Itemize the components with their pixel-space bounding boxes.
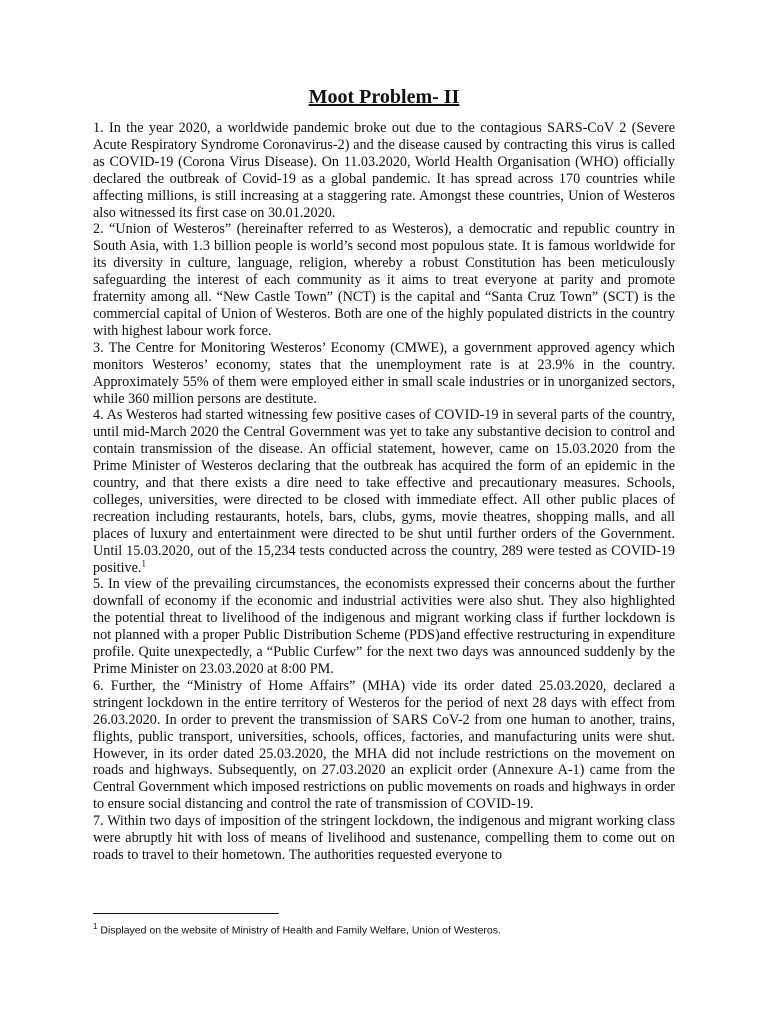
paragraph-4-text: 4. As Westeros had started witnessing few positive cases of COVID-19 in several parts of the country, until mid-March 2020 the Central Government was yet to take any substantive decision to control and contain transmission of the disease. An official statement, however, came on 15.03.2020 from the Prime Minister of Westeros declaring that the outbreak has acquired the form of an epidemic in the country, and that there exists a dire need to take effective and precautionary measures. Schools, colleges, universities, were directed to be closed with immediate effect. All other public places of recreation including restaurants, hotels, bars, clubs, gyms, movie theatres, shopping malls, and all places of luxury and entertainment were directed to be shut until further orders of the Government. Until 15.03.2020, out of the 15,234 tests conducted across the country, 289 were tested as COVID-19 positive.: [93, 407, 675, 576]
paragraph-1: 1. In the year 2020, a worldwide pandemic broke out due to the contagious SARS-CoV 2 (Severe Acute Respiratory Syndrome Coronavirus-2) and the disease caused by contracting this virus is called as COVID-19 (Corona Virus Disease). On 11.03.2020, World Health Organisation (WHO) officially declared the outbreak of Covid-19 as a global pandemic. It has spread across 170 countries while affecting millions, is still increasing at a staggering rate. Amongst these countries, Union of Westeros also witnessed its first case on 30.01.2020.: [93, 120, 675, 221]
page-title: Moot Problem- II: [308, 86, 460, 108]
footnote-reference[interactable]: 1: [141, 557, 146, 568]
footnote-marker: 1: [93, 922, 98, 931]
paragraph-5: 5. In view of the prevailing circumstances, the economists expressed their concerns about the further downfall of economy if the economic and industrial activities were also shut. They also highlighted the potential threat to livelihood of the indigenous and migrant working class if further lockdown is not planned with a proper Public Distribution Scheme (PDS)and effective restructuring in expenditure profile. Quite unexpectedly, a “Public Curfew” for the next two days was announced suddenly by the Prime Minister on 23.03.2020 at 8:00 PM.: [93, 576, 675, 677]
paragraph-4: [93, 407, 675, 576]
paragraph-6: 6. Further, the “Ministry of Home Affairs” (MHA) vide its order dated 25.03.2020, declared a stringent lockdown in the entire territory of Westeros for the period of next 28 days with effect from 26.03.2020. In order to prevent the transmission of SARS CoV-2 from one human to another, trains, flights, public transport, universities, schools, offices, factories, and manufacturing units were shut. However, in its order dated 25.03.2020, the MHA did not include restrictions on the movement on roads and highways. Subsequently, on 27.03.2020 an explicit order (Annexure A-1) came from the Central Government which imposed restrictions on public movements on roads and highways in order to ensure social distancing and control the rate of transmission of COVID-19.: [93, 677, 675, 813]
footnote-text: Displayed on the website of Ministry of Health and Family Welfare, Union of Westeros.: [100, 924, 501, 937]
footnote-divider: [93, 913, 279, 914]
document-body: [93, 120, 675, 864]
paragraph-7: 7. Within two days of imposition of the stringent lockdown, the indigenous and migrant working class were abruptly hit with loss of means of livelihood and sustenance, compelling them to come out on roads to travel to their hometown. The authorities requested everyone to: [93, 813, 675, 863]
paragraph-3: 3. The Centre for Monitoring Westeros’ Economy (CMWE), a government approved agency which monitors Westeros’ economy, states that the unemployment rate is at 23.9% in the country. Approximately 55% of them were employed either in small scale industries or in unorganized sectors, while 360 million persons are destitute.: [93, 339, 675, 407]
footnote: [93, 920, 693, 938]
paragraph-2: 2. “Union of Westeros” (hereinafter referred to as Westeros), a democratic and republic country in South Asia, with 1.3 billion people is world’s second most populous state. It is famous worldwide for its diversity in culture, language, religion, whereby a robust Constitution has been meticulously safeguarding the interest of each community as it aims to treat everyone at parity and promote fraternity among all. “New Castle Town” (NCT) is the capital and “Santa Cruz Town” (SCT) is the commercial capital of Union of Westeros. Both are one of the highly populated districts in the country with highest labour work force.: [93, 221, 675, 339]
